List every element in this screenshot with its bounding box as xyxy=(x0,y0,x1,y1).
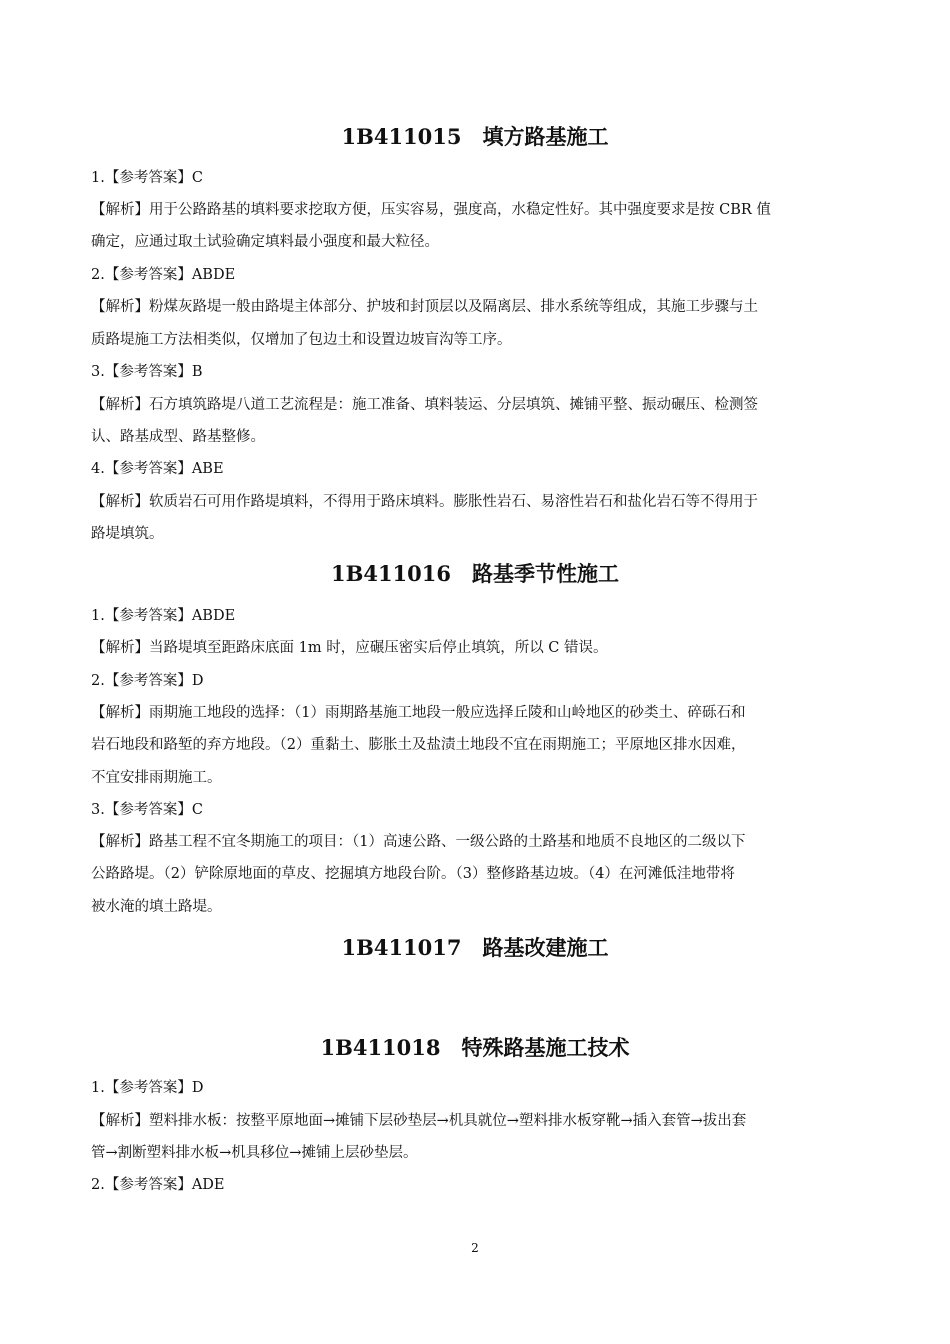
section-title: 1B411018 特殊路基施工技术 xyxy=(320,1035,630,1060)
answer-line: 1.【参考答案】D xyxy=(91,1080,204,1096)
answer-line: 3.【参考答案】C xyxy=(91,802,203,818)
explanation-line: 确定，应通过取土试验确定填料最小强度和最大粒径。 xyxy=(91,234,439,250)
explanation-line: 【解析】雨期施工地段的选择：（1）雨期路基施工地段一般应选择丘陵和山岭地区的砂类土、碎砾石和 xyxy=(91,705,746,721)
answer-line: 4.【参考答案】ABE xyxy=(91,461,224,477)
explanation-line: 【解析】当路堤填至距路床底面 1m 时，应碾压密实后停止填筑，所以 C 错误。 xyxy=(91,640,608,656)
explanation-line: 【解析】路基工程不宜冬期施工的项目：（1）高速公路、一级公路的土路基和地质不良地区的二级以下 xyxy=(91,834,746,850)
explanation-line: 【解析】软质岩石可用作路堤填料，不得用于路床填料。膨胀性岩石、易溶性岩石和盐化岩石等不得用于 xyxy=(91,494,758,510)
explanation-line: 不宜安排雨期施工。 xyxy=(91,770,222,786)
section-title: 1B411016 路基季节性施工 xyxy=(330,561,620,586)
explanation-line: 路堤填筑。 xyxy=(91,526,164,542)
explanation-line: 【解析】粉煤灰路堤一般由路堤主体部分、护坡和封顶层以及隔离层、排水系统等组成，其施工步骤与土 xyxy=(91,299,758,315)
explanation-line: 管→割断塑料排水板→机具移位→摊铺上层砂垫层。 xyxy=(91,1145,418,1161)
explanation-line: 质路堤施工方法相类似，仅增加了包边土和设置边坡盲沟等工序。 xyxy=(91,332,512,348)
section-title: 1B411017 路基改建施工 xyxy=(341,935,609,960)
explanation-line: 认、路基成型、路基整修。 xyxy=(91,429,265,445)
answer-line: 1.【参考答案】C xyxy=(91,170,203,186)
answer-line: 2.【参考答案】ADE xyxy=(91,1177,225,1193)
explanation-line: 被水淹的填土路堤。 xyxy=(91,899,222,915)
explanation-line: 【解析】塑料排水板：按整平原地面→摊铺下层砂垫层→机具就位→塑料排水板穿靴→插入套管→拔出套 xyxy=(91,1113,747,1129)
explanation-line: 公路路堤。（2）铲除原地面的草皮、挖掘填方地段台阶。（3）整修路基边坡。（4）在河滩低洼地带将 xyxy=(91,866,735,882)
explanation-line: 【解析】用于公路路基的填料要求挖取方便，压实容易，强度高，水稳定性好。其中强度要求是按 CBR 值 xyxy=(91,202,771,218)
answer-line: 2.【参考答案】ABDE xyxy=(91,267,236,283)
page-number: 2 xyxy=(471,1241,479,1255)
answer-line: 3.【参考答案】B xyxy=(91,364,203,380)
answer-line: 2.【参考答案】D xyxy=(91,673,204,689)
section-title: 1B411015 填方路基施工 xyxy=(341,124,609,149)
explanation-line: 【解析】石方填筑路堤八道工艺流程是：施工准备、填料装运、分层填筑、摊铺平整、振动碾压、检测签 xyxy=(91,397,758,413)
answer-line: 1.【参考答案】ABDE xyxy=(91,608,236,624)
explanation-line: 岩石地段和路堑的弃方地段。（2）重黏土、膨胀土及盐渍土地段不宜在雨期施工；平原地区排水因难， xyxy=(91,737,746,753)
